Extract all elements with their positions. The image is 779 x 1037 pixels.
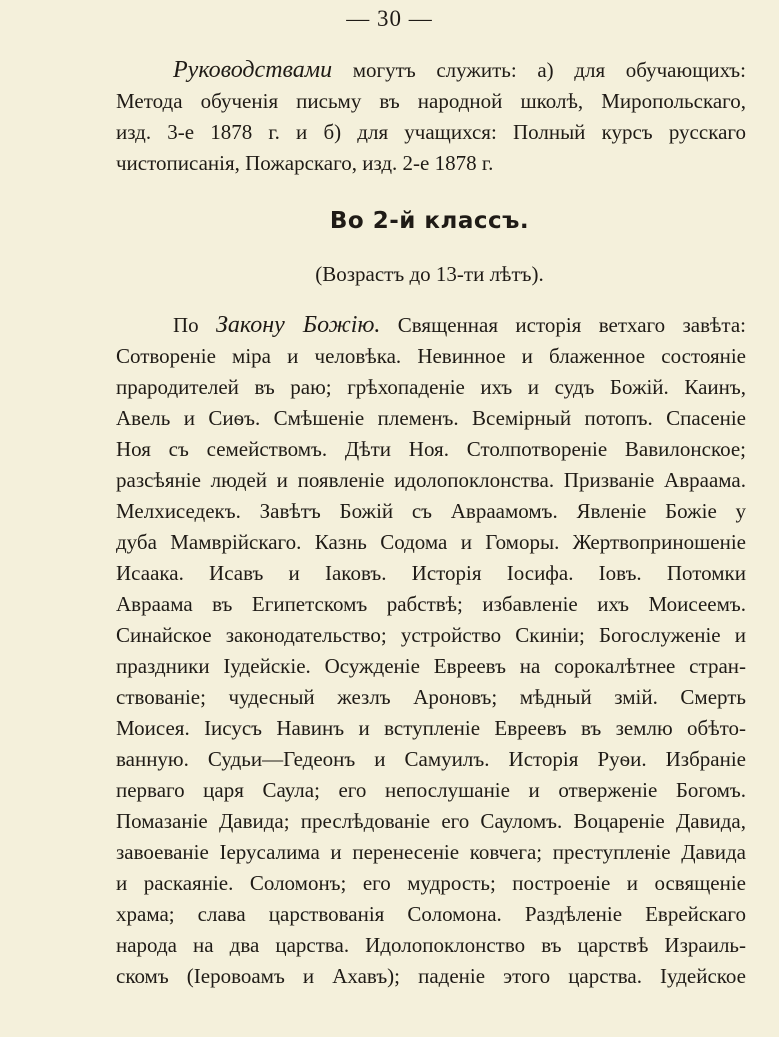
body-line: завоеваніе Іерусалима и перенесеніе ковчега; преступленіе Давида (116, 840, 746, 864)
body-line: прародителей въ раю; грѣхопаденіе ихъ и судъ Божій. Каинъ, (116, 375, 746, 399)
body-line: и раскаяніе. Соломонъ; его мудрость; построеніе и освященіе (116, 871, 746, 895)
body-line: Авраама въ Египетскомъ рабствѣ; избавленіе ихъ Моисеемъ. (116, 592, 746, 616)
body-line: храма; слава царствованія Соломона. Раздѣленіе Еврейскаго (116, 902, 746, 926)
section-heading: Во 2-й классъ. (329, 208, 530, 234)
intro-italic-term: Руководствами (173, 57, 333, 83)
intro-line-1 (116, 55, 746, 86)
body-line: Ноя съ семействомъ. Дѣти Ноя. Столпотвореніе Вавилонское; (116, 437, 746, 461)
body-line: ствованіе; чудесный жезлъ Ароновъ; мѣдный змій. Смерть (116, 685, 746, 709)
body-line: Синайское законодательство; устройство Скиніи; Богослуженіе и (116, 623, 746, 647)
section-age-note: (Возрастъ до 13-ти лѣтъ). (315, 262, 544, 286)
body-line: перваго царя Саула; его непослушаніе и отверженіе Богомъ. (116, 778, 746, 802)
body-prefix: По (173, 313, 199, 337)
body-line: Помазаніе Давида; преслѣдованіе его Сауломъ. Воцареніе Давида, (116, 809, 746, 833)
body-line: Исаака. Исавъ и Іаковъ. Исторія Іосифа. Іовъ. Потомки (116, 561, 746, 585)
body-line: Моисея. Іисусъ Навинъ и вступленіе Евреевъ въ землю обѣто- (116, 716, 746, 740)
body-first-rest: Священная исторія ветхаго завѣта: (397, 313, 747, 337)
body-line: Мелхиседекъ. Завѣтъ Божій съ Авраамомъ. Явленіе Божіе у (116, 499, 746, 523)
body-line: разсѣяніе людей и появленіе идолопоклонства. Призваніе Авраама. (116, 468, 746, 492)
body-line: дуба Мамврійскаго. Казнь Содома и Гоморы. Жертвоприношеніе (116, 530, 746, 554)
body-line-first (116, 310, 746, 341)
body-line: Авель и Сиѳъ. Смѣшеніе племенъ. Всемірный потопъ. Спасеніе (116, 406, 746, 430)
body-line: праздники Іудейскіе. Осужденіе Евреевъ на сорокалѣтнее стран- (116, 654, 746, 678)
intro-line-3: изд. 3-е 1878 г. и б) для учащихся: Полный курсъ русскаго (116, 120, 746, 144)
intro-paragraph (116, 55, 746, 179)
body-line: Сотвореніе міра и человѣка. Невинное и блаженное состояніе (116, 344, 746, 368)
intro-line-4: чистописанія, Пожарскаго, изд. 2-е 1878 г. (116, 151, 494, 175)
body-line: народа на два царства. Идолопоклонство въ царствѣ Израиль- (116, 933, 746, 957)
body-line: скомъ (Іеровоамъ и Ахавъ); паденіе этого царства. Іудейское (116, 964, 746, 988)
intro-line-1-text: могутъ служить: а) для обучающихъ: (352, 58, 746, 82)
page-number: — 30 — (346, 6, 433, 31)
intro-line-2: Метода обученія письму въ народной школѣ, Миропольскаго, (116, 89, 746, 113)
body-line: ванную. Судьи—Гедеонъ и Самуилъ. Исторія Руѳи. Избраніе (116, 747, 746, 771)
body-paragraph (116, 310, 746, 992)
subject-italic-term: Закону Божію. (216, 312, 381, 338)
